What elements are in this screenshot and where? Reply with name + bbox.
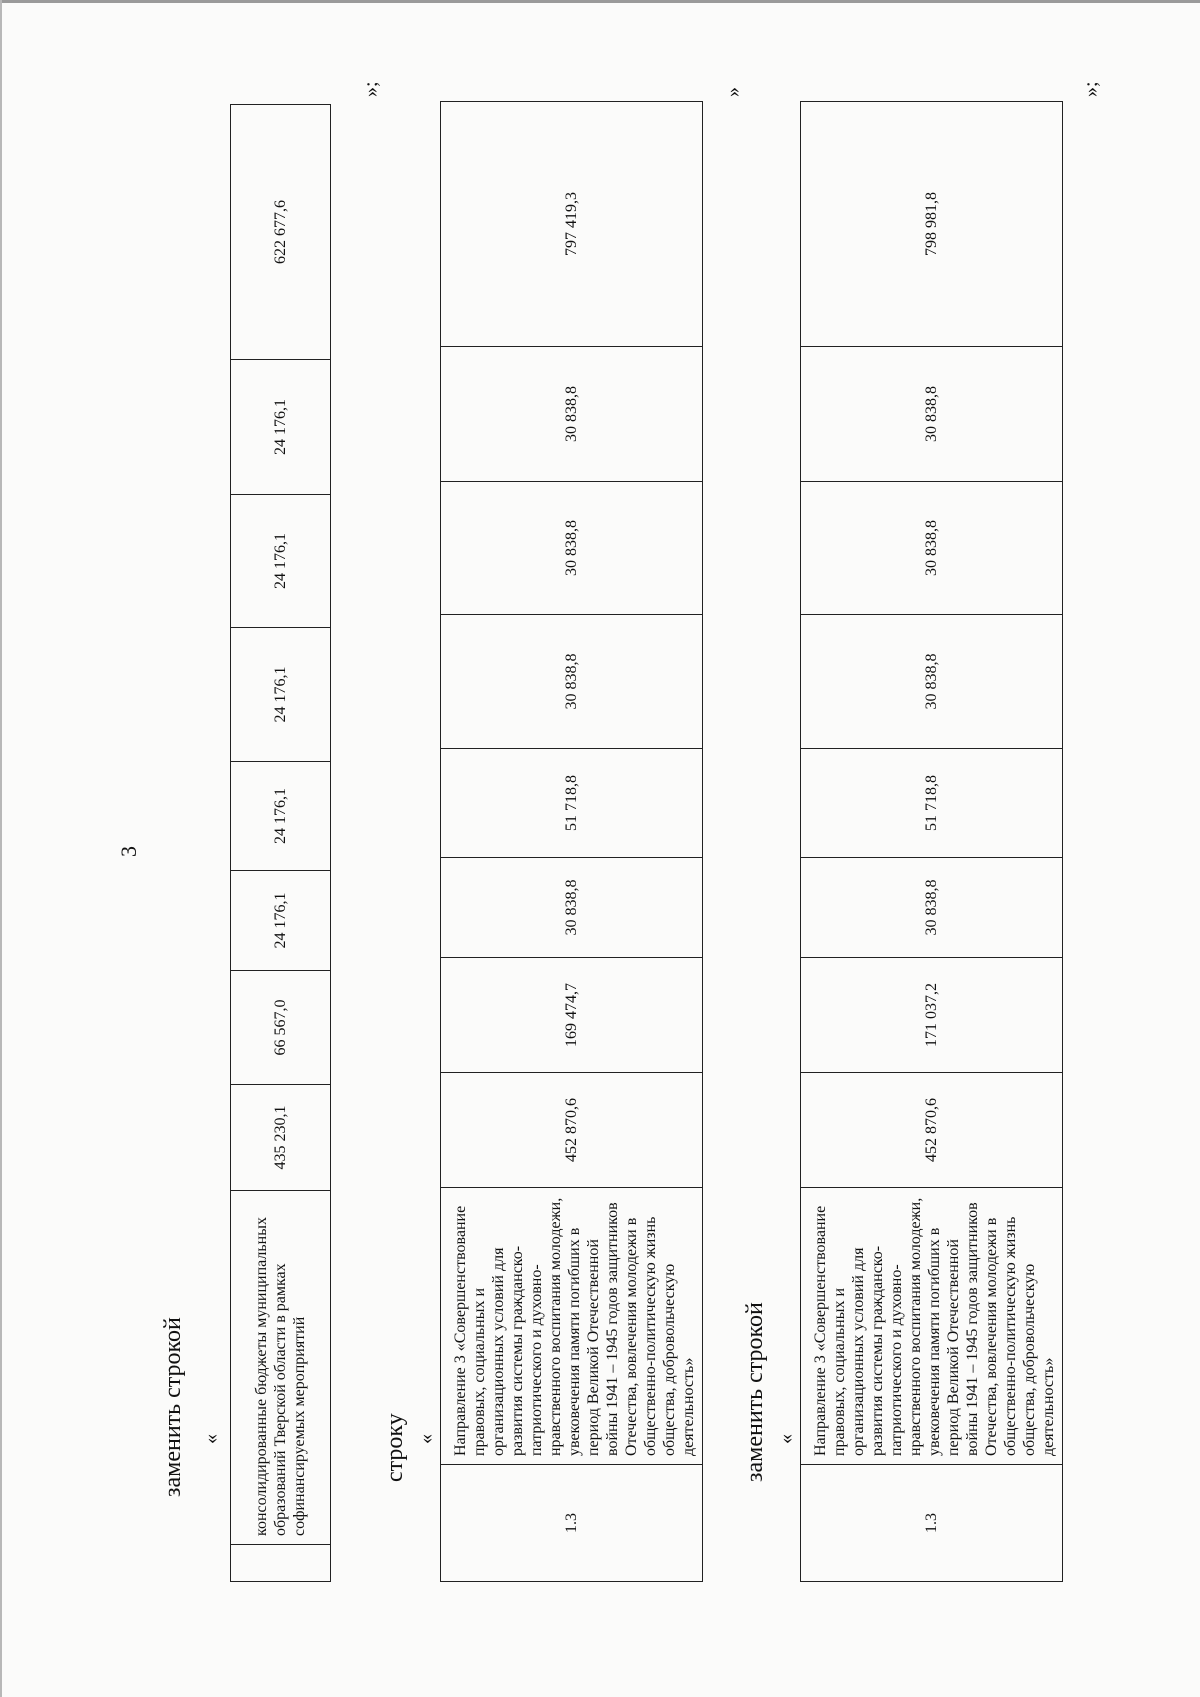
row-number [231,1545,331,1582]
row-value-2: 66 567,0 [231,971,331,1085]
close-quote-1: »; [360,81,382,97]
row-number: 1.3 [441,1465,703,1582]
row-value-3: 24 176,1 [231,871,331,971]
row-value-3: 30 838,8 [801,858,1063,958]
row-value-3: 30 838,8 [441,858,703,958]
table-block-3 [800,101,1063,1582]
row-value-6: 30 838,8 [801,482,1063,615]
row-value-1: 435 230,1 [231,1085,331,1191]
row-value-5: 24 176,1 [231,628,331,762]
intro-text-1: заменить строкой [160,1317,186,1497]
row-value-7: 24 176,1 [231,360,331,495]
row-value-4: 51 718,8 [441,749,703,858]
row-description: консолидированные бюджеты муниципальных образований Тверской области в рамках софинансируемых мероприятий [231,1191,331,1545]
table-row [441,102,703,1582]
page-number: 3 [116,846,141,857]
row-value-5: 30 838,8 [441,615,703,749]
row-value-2: 169 474,7 [441,958,703,1073]
row-value-5: 30 838,8 [801,615,1063,749]
open-quote-2: « [415,1434,437,1444]
row-value-7: 30 838,8 [801,347,1063,482]
row-value-1: 452 870,6 [441,1073,703,1188]
table-block-2 [440,101,703,1582]
open-quote-3: « [775,1434,797,1444]
row-value-1: 452 870,6 [801,1073,1063,1188]
open-quote-1: « [200,1434,222,1444]
row-value-7: 30 838,8 [441,347,703,482]
row-total: 622 677,6 [231,105,331,360]
row-total: 798 981,8 [801,102,1063,347]
row-value-4: 24 176,1 [231,762,331,871]
row-description: Направление 3 «Совершенствование правовых, социальных и организационных условий для развития системы гражданско-патриотического и духовно-нравственного воспитания молодежи, увековечения памяти погибших в период Великой Отечественной войны 1941 – 1945 годов защитников Отечества, вовлечения молодежи в общественно-политическую жизнь общества, добровольческую деятельность» [801,1188,1063,1465]
intro-text-2: строку [382,1413,408,1482]
row-value-4: 51 718,8 [801,749,1063,858]
table-row [801,102,1063,1582]
intro-text-3: заменить строкой [742,1302,768,1482]
row-value-6: 24 176,1 [231,495,331,628]
row-number: 1.3 [801,1465,1063,1582]
close-quote-3: »; [1080,81,1102,97]
row-value-2: 171 037,2 [801,958,1063,1073]
row-value-6: 30 838,8 [441,482,703,615]
close-quote-2: » [722,87,744,97]
table-row [231,105,331,1582]
table-block-1 [230,104,331,1582]
row-description: Направление 3 «Совершенствование правовых, социальных и организационных условий для развития системы гражданско-патриотического и духовно-нравственного воспитания молодежи, увековечения памяти погибших в период Великой Отечественной войны 1941 – 1945 годов защитников Отечества, вовлечения молодежи в общественно-политическую жизнь общества, добровольческую деятельность» [441,1188,703,1465]
row-total: 797 419,3 [441,102,703,347]
